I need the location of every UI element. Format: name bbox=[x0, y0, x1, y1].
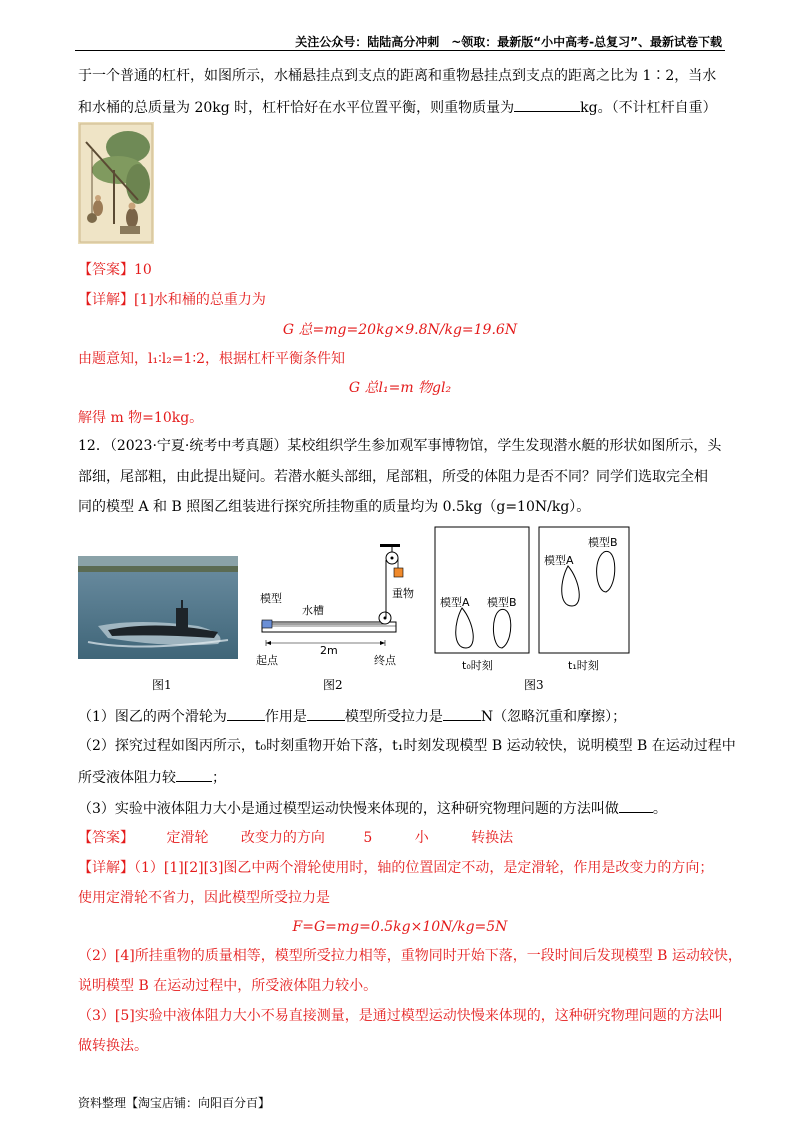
q11-line2-unit: kg。（不计杠杆自重） bbox=[580, 100, 717, 116]
q12-sub1 bbox=[78, 706, 626, 727]
label-t0: t₀时刻 bbox=[462, 659, 493, 672]
answer-blank bbox=[227, 706, 265, 721]
answer-blank bbox=[307, 706, 345, 721]
q12-detail-1 bbox=[78, 858, 713, 878]
q11-line2 bbox=[78, 97, 717, 118]
apparatus-diagram bbox=[252, 542, 424, 667]
q11-answer bbox=[78, 260, 152, 280]
answer-1: 定滑轮 bbox=[166, 830, 209, 846]
q11-equation-1: G 总=mg=20kg×9.8N/kg=19.6N bbox=[282, 322, 518, 338]
label-end: 终点 bbox=[374, 654, 396, 667]
figure3-caption: 图3 bbox=[524, 678, 544, 692]
q11-equation-2: G 总l₁=m 物gl₂ bbox=[348, 380, 452, 396]
answer-label: 【答案】 bbox=[78, 830, 134, 846]
q11-line1: 于一个普通的杠杆，如图所示，水桶悬挂点到支点的距离和重物悬挂点到支点的距离之比为 1∶2，当水 bbox=[78, 68, 717, 84]
detail-label: 【详解】 bbox=[78, 860, 134, 876]
frame-t0 bbox=[435, 527, 529, 653]
label-model-a-t1: 模型A bbox=[544, 554, 574, 567]
q11-condition: 由题意知，l₁∶l₂=1∶2，根据杠杆平衡条件知 bbox=[78, 351, 346, 367]
sub1-text-b: 作用是 bbox=[264, 709, 307, 725]
sub3-end: 。 bbox=[652, 801, 667, 817]
q11-result: 解得 m 物=10kg。 bbox=[78, 410, 204, 426]
q11-line2-text: 和水桶的总质量为 20kg 时，杠杆恰好在水平位置平衡，则重物质量为 bbox=[78, 100, 515, 116]
answer-value: 10 bbox=[134, 262, 152, 278]
q12-detail-6: 做转换法。 bbox=[78, 1038, 148, 1054]
q12-detail-3: （2）[4]所挂重物的质量相等，模型所受拉力相等，重物同时开始下落，一段时间后发现模型 B 运动较快， bbox=[78, 948, 742, 964]
label-distance: 2m bbox=[320, 644, 338, 657]
sub1-text-d: N（忽略沉重和摩擦）； bbox=[480, 709, 627, 725]
answer-blank bbox=[619, 798, 653, 813]
sub2-text: 所受液体阻力较 bbox=[78, 770, 176, 786]
q12-line1: 12．（2023·宁夏·统考中考真题）某校组织学生参加观军事博物馆，学生发现潜水艇的形状如图所示，头 bbox=[78, 438, 722, 454]
page-header: 关注公众号：陆陆高分冲刺 ~领取：最新版“小中高考-总复习”、最新试卷下载 bbox=[295, 35, 722, 49]
label-weight: 重物 bbox=[392, 587, 414, 600]
sub3-text: （3）实验中液体阻力大小是通过模型运动快慢来体现的，这种研究物理问题的方法叫做 bbox=[78, 801, 619, 817]
detail-text: [1]水和桶的总重力为 bbox=[134, 292, 266, 308]
answer-2: 改变力的方向 bbox=[240, 830, 325, 846]
label-model-b-t1: 模型B bbox=[588, 536, 618, 549]
q12-sub2-line2 bbox=[78, 767, 226, 788]
page-footer: 资料整理【淘宝店铺：向阳百分百】 bbox=[78, 1096, 271, 1110]
answer-blank bbox=[443, 706, 481, 721]
hanging-weight bbox=[394, 568, 403, 577]
answer-4: 小 bbox=[414, 830, 429, 846]
sub2-end: ； bbox=[212, 770, 226, 786]
q12-line2: 部细，尾部粗，由此提出疑问。若潜水艇头部细，尾部粗，所受的体阻力是否不同？同学们选取完全相 bbox=[78, 469, 708, 485]
label-model-a-t0: 模型A bbox=[440, 596, 470, 609]
answer-blank bbox=[514, 97, 580, 112]
submarine-photo bbox=[78, 556, 238, 659]
label-t1: t₁时刻 bbox=[568, 659, 599, 672]
label-tank: 水槽 bbox=[302, 604, 324, 617]
q12-detail-4: 说明模型 B 在运动过程中，所受液体阻力较小。 bbox=[78, 978, 378, 994]
detail-text: （1）[1][2][3]图乙中两个滑轮使用时，轴的位置固定不动，是定滑轮，作用是改变力的方向； bbox=[134, 860, 714, 876]
lever-well-illustration bbox=[78, 122, 154, 244]
q12-sub3 bbox=[78, 798, 667, 819]
answer-blank bbox=[176, 767, 212, 782]
q12-sub2-line1: （2）探究过程如图丙所示，t₀时刻重物开始下落，t₁时刻发现模型 B 运动较快，说明模型 B 在运动过程中 bbox=[78, 738, 736, 754]
q12-line3: 同的模型 A 和 B 照图乙组装进行探究所挂物重的质量均为 0.5kg（g=10N/kg）。 bbox=[78, 499, 591, 515]
answer-label: 【答案】 bbox=[78, 262, 134, 278]
label-model: 模型 bbox=[260, 592, 282, 605]
q12-detail-2: 使用定滑轮不省力，因此模型所受拉力是 bbox=[78, 890, 330, 906]
water-tank bbox=[262, 622, 396, 632]
q11-detail bbox=[78, 290, 266, 310]
answer-3: 5 bbox=[363, 830, 373, 846]
sub1-text-a: （1）图乙的两个滑轮为 bbox=[78, 709, 227, 725]
q12-equation: F=G=mg=0.5kg×10N/kg=5N bbox=[292, 919, 508, 935]
figure1-caption: 图1 bbox=[152, 678, 172, 692]
q12-detail-5: （3）[5]实验中液体阻力大小不易直接测量，是通过模型运动快慢来体现的，这种研究物理问题的方法叫 bbox=[78, 1008, 723, 1024]
label-start: 起点 bbox=[256, 654, 278, 667]
answer-5: 转换法 bbox=[471, 830, 514, 846]
sub1-text-c: 模型所受拉力是 bbox=[344, 709, 443, 725]
detail-label: 【详解】 bbox=[78, 292, 134, 308]
header-divider bbox=[75, 50, 725, 51]
figure2-caption: 图2 bbox=[323, 678, 343, 692]
motion-frames-diagram bbox=[432, 524, 632, 674]
model-block bbox=[262, 620, 272, 628]
label-model-b-t0: 模型B bbox=[487, 596, 517, 609]
q12-answer bbox=[78, 828, 513, 848]
